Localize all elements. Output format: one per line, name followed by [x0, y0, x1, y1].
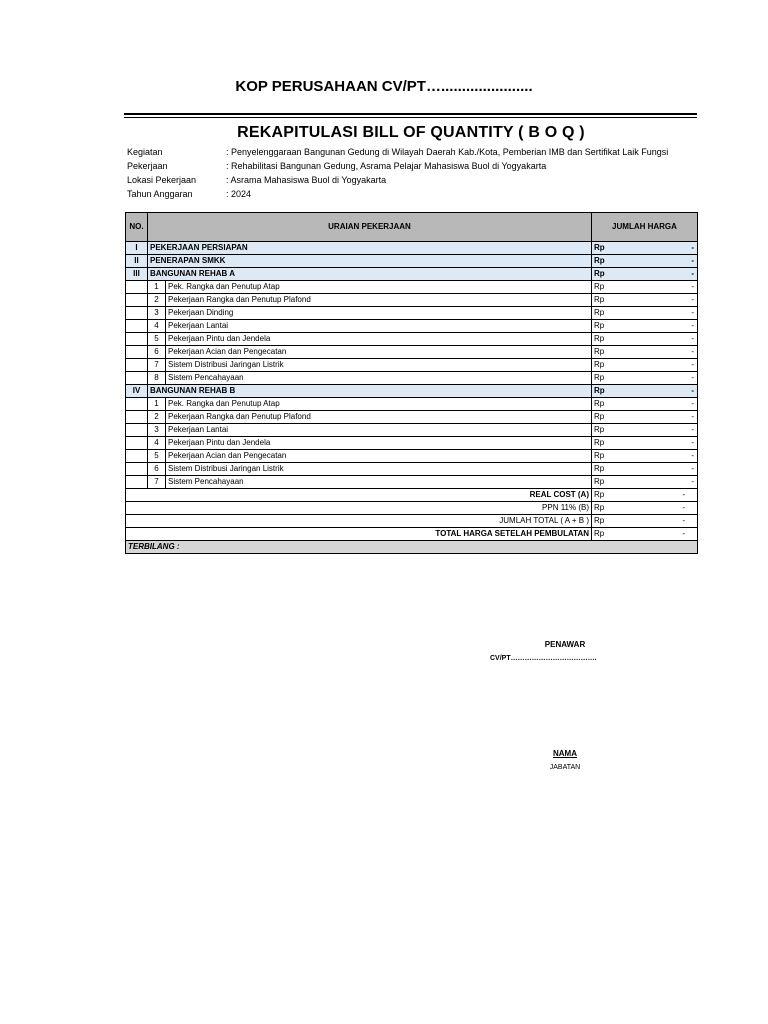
section-title: PEKERJAAN PERSIAPAN — [148, 242, 592, 255]
item-name: Pekerjaan Pintu dan Jendela — [166, 437, 592, 450]
meta-row — [127, 145, 668, 159]
item-number: 1 — [148, 398, 166, 411]
table-row — [126, 476, 698, 489]
item-name: Pekerjaan Acian dan Pengecatan — [166, 450, 592, 463]
currency-label: Rp — [594, 321, 605, 330]
meta-value: : Rehabilitasi Bangunan Gedung, Asrama Pelajar Mahasiswa Buol di Yogyakarta — [226, 161, 547, 171]
section-row — [126, 385, 698, 398]
header-uraian: URAIAN PEKERJAAN — [148, 213, 592, 242]
table-row — [126, 281, 698, 294]
amount-cell — [592, 424, 698, 437]
currency-label: Rp — [594, 334, 605, 343]
empty-cell — [126, 424, 148, 437]
summary-label: TOTAL HARGA SETELAH PEMBULATAN — [126, 528, 592, 541]
item-number: 5 — [148, 333, 166, 346]
amount-value: - — [691, 451, 694, 460]
empty-cell — [126, 398, 148, 411]
amount-cell — [592, 515, 698, 528]
amount-cell — [592, 437, 698, 450]
item-name: Pekerjaan Acian dan Pengecatan — [166, 346, 592, 359]
amount-value: - — [691, 347, 694, 356]
letterhead-rule-thick — [124, 113, 697, 115]
empty-cell — [126, 281, 148, 294]
meta-row — [127, 187, 668, 201]
letterhead-rule-thin — [124, 117, 697, 118]
amount-value: - — [682, 503, 685, 512]
amount-cell — [592, 294, 698, 307]
currency-label: Rp — [594, 269, 605, 278]
item-number: 1 — [148, 281, 166, 294]
table-row — [126, 294, 698, 307]
currency-label: Rp — [594, 503, 605, 512]
summary-row — [126, 502, 698, 515]
item-name: Pekerjaan Rangka dan Penutup Plafond — [166, 411, 592, 424]
empty-cell — [126, 307, 148, 320]
item-number: 6 — [148, 463, 166, 476]
item-name: Pek. Rangka dan Penutup Atap — [166, 398, 592, 411]
item-number: 7 — [148, 476, 166, 489]
item-name: Pekerjaan Lantai — [166, 320, 592, 333]
empty-cell — [126, 359, 148, 372]
empty-cell — [126, 372, 148, 385]
currency-label: Rp — [594, 373, 605, 382]
table-row — [126, 333, 698, 346]
terbilang-row — [126, 541, 698, 554]
amount-value: - — [691, 256, 694, 265]
item-name: Pekerjaan Lantai — [166, 424, 592, 437]
item-name: Sistem Distribusi Jaringan Listrik — [166, 463, 592, 476]
section-row — [126, 242, 698, 255]
amount-cell — [592, 385, 698, 398]
meta-label: Tahun Anggaran — [127, 189, 193, 199]
summary-row — [126, 489, 698, 502]
meta-row — [127, 173, 668, 187]
meta-value: : Asrama Mahasiswa Buol di Yogyakarta — [226, 175, 387, 185]
section-number: II — [126, 255, 148, 268]
project-meta — [127, 145, 668, 201]
item-number: 3 — [148, 424, 166, 437]
amount-value: - — [691, 399, 694, 408]
company-letterhead: KOP PERUSAHAAN CV/PT…...................... — [235, 78, 533, 95]
table-row — [126, 307, 698, 320]
amount-value: - — [691, 282, 694, 291]
empty-cell — [126, 333, 148, 346]
meta-value: : Penyelenggaraan Bangunan Gedung di Wilayah Daerah Kab./Kota, Pemberian IMB dan Sertifikat Laik Fungsi — [226, 147, 669, 157]
meta-label: Pekerjaan — [127, 161, 168, 171]
item-number: 4 — [148, 320, 166, 333]
section-title: BANGUNAN REHAB B — [148, 385, 592, 398]
summary-row — [126, 515, 698, 528]
item-name: Pekerjaan Rangka dan Penutup Plafond — [166, 294, 592, 307]
amount-cell — [592, 528, 698, 541]
amount-value: - — [691, 477, 694, 486]
amount-cell — [592, 476, 698, 489]
currency-label: Rp — [594, 490, 605, 499]
amount-cell — [592, 255, 698, 268]
item-name: Pekerjaan Dinding — [166, 307, 592, 320]
currency-label: Rp — [594, 529, 605, 538]
item-name: Pek. Rangka dan Penutup Atap — [166, 281, 592, 294]
amount-value: - — [691, 360, 694, 369]
summary-label: JUMLAH TOTAL ( A + B ) — [126, 515, 592, 528]
meta-row — [127, 159, 668, 173]
currency-label: Rp — [594, 438, 605, 447]
amount-value: - — [691, 373, 694, 382]
summary-label: PPN 11% (B) — [126, 502, 592, 515]
amount-value: - — [691, 334, 694, 343]
item-number: 4 — [148, 437, 166, 450]
currency-label: Rp — [594, 464, 605, 473]
amount-cell — [592, 463, 698, 476]
amount-value: - — [691, 386, 694, 395]
section-number: I — [126, 242, 148, 255]
section-number: IV — [126, 385, 148, 398]
amount-cell — [592, 242, 698, 255]
currency-label: Rp — [594, 425, 605, 434]
empty-cell — [126, 346, 148, 359]
item-number: 6 — [148, 346, 166, 359]
amount-value: - — [682, 516, 685, 525]
meta-label: Kegiatan — [127, 147, 163, 157]
section-title: BANGUNAN REHAB A — [148, 268, 592, 281]
signature-position: JABATAN — [549, 764, 581, 771]
amount-value: - — [691, 269, 694, 278]
signature-company: CV/PT………………………………. — [490, 655, 597, 662]
table-row — [126, 359, 698, 372]
empty-cell — [126, 437, 148, 450]
summary-label: REAL COST (A) — [126, 489, 592, 502]
table-row — [126, 437, 698, 450]
amount-cell — [592, 450, 698, 463]
amount-value: - — [691, 464, 694, 473]
table-row — [126, 320, 698, 333]
currency-label: Rp — [594, 399, 605, 408]
item-number: 3 — [148, 307, 166, 320]
section-row — [126, 268, 698, 281]
empty-cell — [126, 411, 148, 424]
amount-value: - — [691, 295, 694, 304]
amount-value: - — [691, 321, 694, 330]
amount-cell — [592, 333, 698, 346]
terbilang-label: TERBILANG : — [126, 541, 698, 554]
table-row — [126, 346, 698, 359]
amount-cell — [592, 346, 698, 359]
amount-cell — [592, 320, 698, 333]
header-no: NO. — [126, 213, 148, 242]
empty-cell — [126, 450, 148, 463]
amount-cell — [592, 489, 698, 502]
section-row — [126, 255, 698, 268]
currency-label: Rp — [594, 243, 605, 252]
section-title: PENERAPAN SMKK — [148, 255, 592, 268]
summary-row — [126, 528, 698, 541]
currency-label: Rp — [594, 360, 605, 369]
section-number: III — [126, 268, 148, 281]
amount-value: - — [691, 425, 694, 434]
signature-name: NAMA — [553, 749, 577, 758]
currency-label: Rp — [594, 347, 605, 356]
currency-label: Rp — [594, 256, 605, 265]
amount-cell — [592, 502, 698, 515]
amount-value: - — [682, 490, 685, 499]
item-number: 5 — [148, 450, 166, 463]
currency-label: Rp — [594, 477, 605, 486]
item-number: 2 — [148, 294, 166, 307]
empty-cell — [126, 294, 148, 307]
amount-cell — [592, 307, 698, 320]
empty-cell — [126, 463, 148, 476]
empty-cell — [126, 476, 148, 489]
empty-cell — [126, 320, 148, 333]
item-name: Sistem Pencahayaan — [166, 476, 592, 489]
header-jumlah: JUMLAH HARGA — [592, 213, 698, 242]
amount-cell — [592, 411, 698, 424]
table-row — [126, 411, 698, 424]
document-title: REKAPITULASI BILL OF QUANTITY ( B O Q ) — [237, 124, 585, 141]
currency-label: Rp — [594, 451, 605, 460]
currency-label: Rp — [594, 412, 605, 421]
item-name: Sistem Distribusi Jaringan Listrik — [166, 359, 592, 372]
item-number: 8 — [148, 372, 166, 385]
currency-label: Rp — [594, 295, 605, 304]
table-header-row — [126, 213, 698, 242]
table-row — [126, 463, 698, 476]
amount-cell — [592, 398, 698, 411]
amount-cell — [592, 372, 698, 385]
item-name: Sistem Pencahayaan — [166, 372, 592, 385]
table-row — [126, 398, 698, 411]
signature-penawar: PENAWAR — [544, 640, 586, 649]
item-number: 7 — [148, 359, 166, 372]
amount-cell — [592, 359, 698, 372]
amount-value: - — [691, 243, 694, 252]
amount-value: - — [691, 438, 694, 447]
table-row — [126, 450, 698, 463]
currency-label: Rp — [594, 516, 605, 525]
meta-label: Lokasi Pekerjaan — [127, 175, 197, 185]
item-number: 2 — [148, 411, 166, 424]
currency-label: Rp — [594, 282, 605, 291]
amount-value: - — [691, 412, 694, 421]
meta-value: : 2024 — [226, 189, 252, 199]
currency-label: Rp — [594, 308, 605, 317]
amount-value: - — [691, 308, 694, 317]
currency-label: Rp — [594, 386, 605, 395]
item-name: Pekerjaan Pintu dan Jendela — [166, 333, 592, 346]
amount-value: - — [682, 529, 685, 538]
table-row — [126, 372, 698, 385]
amount-cell — [592, 268, 698, 281]
table-row — [126, 424, 698, 437]
boq-table — [125, 212, 698, 554]
amount-cell — [592, 281, 698, 294]
